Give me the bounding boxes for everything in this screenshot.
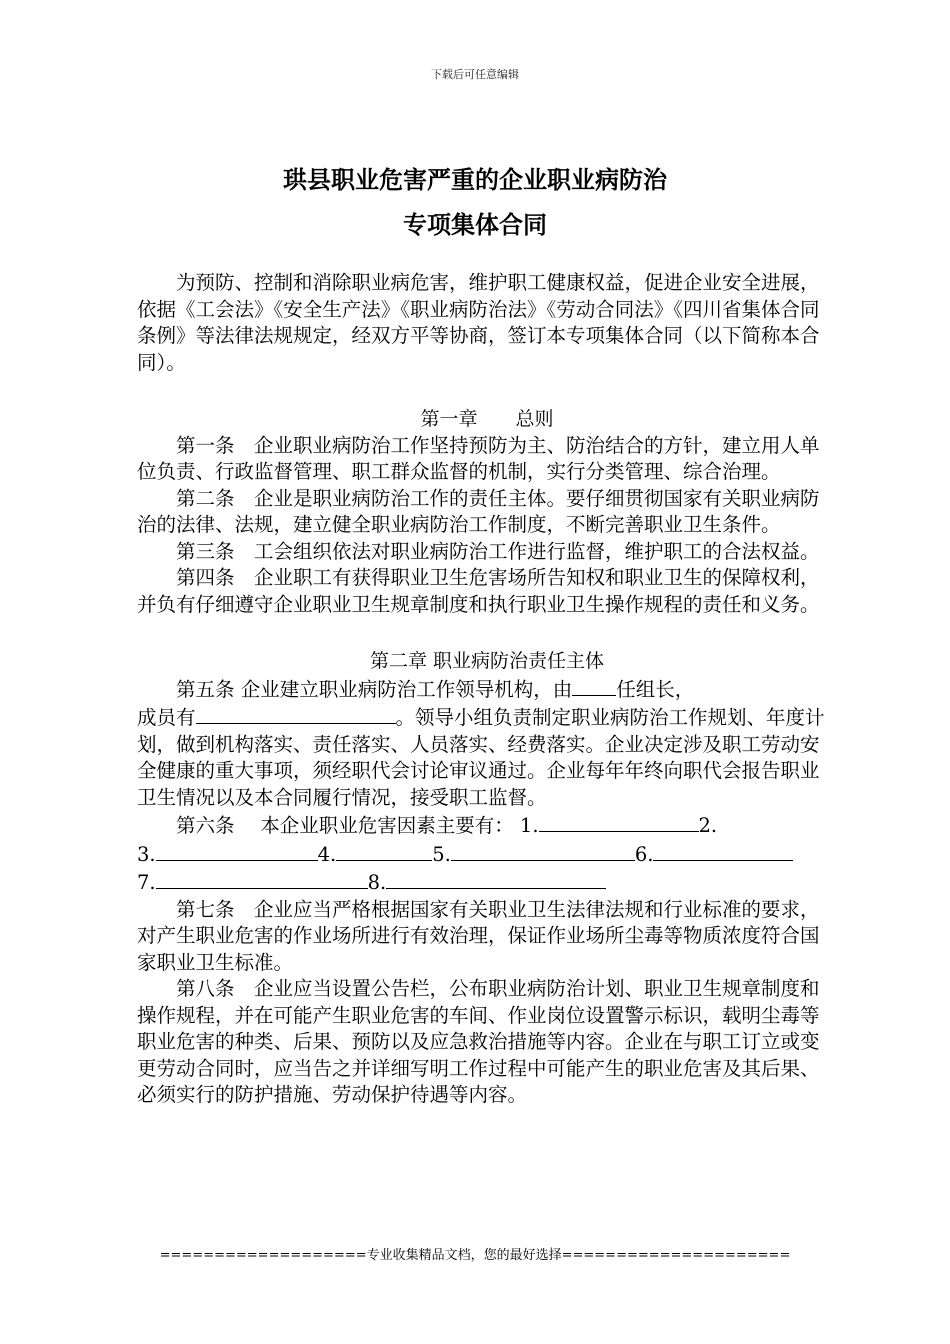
members-blank[interactable]	[196, 703, 396, 724]
article-6-text: 第六条 本企业职业危害因素主要有：	[176, 814, 514, 837]
article-5	[137, 675, 837, 812]
article-2: 第二条 企业是职业病防治工作的责任主体。要仔细贯彻国家有关职业病防治的法律、法规，建立健全职业病防治工作制度，不断完善职业卫生条件。	[137, 486, 820, 536]
article-6	[137, 811, 837, 840]
document-body	[137, 270, 837, 1109]
item-3-blank[interactable]	[156, 840, 318, 861]
footer-banner: ===================专业收集精品文档，您的最好选择=====================	[159, 1248, 791, 1263]
article-5-text-d: 。领导小组负责制定职业病防治工作规划、年度计划，做到机构落实、责任落实、人员落实、经费落实。企业决定涉及职工劳动安全健康的重大事项，须经职代会讨论审议通过。企业每年年终向职代会报告职业卫生情况以及本合同履行情况，接受职工监督。	[137, 706, 825, 809]
item-2-label: 2.	[698, 814, 718, 837]
item-1-label: 1.	[519, 814, 539, 837]
article-4: 第四条 企业职工有获得职业卫生危害场所告知权和职业卫生的保障权利，并负有仔细遵守企业职业卫生规章制度和执行职业卫生操作规程的责任和义务。	[137, 566, 820, 616]
article-1: 第一条 企业职业病防治工作坚持预防为主、防治结合的方针，建立用人单位负责、行政监督管理、职工群众监督的机制，实行分类管理、综合治理。	[137, 433, 820, 483]
item-8-blank[interactable]	[386, 868, 606, 889]
item-4-blank[interactable]	[336, 840, 432, 861]
item-4-label: 4.	[317, 842, 337, 866]
item-8-label: 8.	[367, 871, 387, 894]
item-1-blank[interactable]	[539, 811, 699, 832]
item-3-label: 3.	[137, 842, 156, 866]
header-note: 下载后可任意编辑	[431, 68, 519, 81]
leader-blank[interactable]	[572, 675, 616, 696]
article-5-text-c: 成员有	[137, 706, 196, 729]
intro-paragraph: 为预防、控制和消除职业病危害，维护职工健康权益，促进企业安全进展，依据《工会法》《安全生产法》《职业病防治法》《劳动合同法》《四川省集体合同条例》等法律法规规定，经双方平等协商，签订本专项集体合同（以下简称本合同）。	[137, 271, 820, 374]
article-5-text-a: 第五条 企业建立职业病防治工作领导机构，由	[176, 677, 573, 701]
item-7-blank[interactable]	[156, 868, 368, 889]
chapter-2-heading: 第二章 职业病防治责任主体	[369, 650, 605, 672]
item-6-label: 6.	[634, 842, 654, 866]
item-5-label: 5.	[432, 842, 451, 866]
document-subtitle: 专项集体合同	[403, 211, 547, 239]
item-7-label: 7.	[137, 871, 156, 894]
chapter-1-heading: 第一章 总则	[420, 408, 554, 430]
article-5-text-b: 任组长，	[616, 677, 695, 701]
article-6-line-3	[137, 868, 837, 897]
document-title: 珙县职业危害严重的企业职业病防治	[283, 166, 667, 194]
article-3: 第三条 工会组织依法对职业病防治工作进行监督，维护职工的合法权益。	[176, 539, 820, 563]
article-6-line-2	[137, 840, 837, 869]
article-8: 第八条 企业应当设置公告栏，公布职业病防治计划、职业卫生规章制度和操作规程，并在可能产生职业危害的车间、作业岗位设置警示标识，载明尘毒等职业危害的种类、后果、预防以及应急救治措施等内容。企业在与职工订立或变更劳动合同时，应当告之并详细写明工作过程中可能产生的职业危害及其后果、必须实行的防护措施、劳动保护待遇等内容。	[137, 977, 820, 1106]
article-7: 第七条 企业应当严格根据国家有关职业卫生法律法规和行业标准的要求，对产生职业危害的作业场所进行有效治理，保证作业场所尘毒等物质浓度符合国家职业卫生标准。	[137, 897, 820, 974]
item-6-blank[interactable]	[653, 840, 793, 861]
item-5-blank[interactable]	[451, 840, 635, 861]
